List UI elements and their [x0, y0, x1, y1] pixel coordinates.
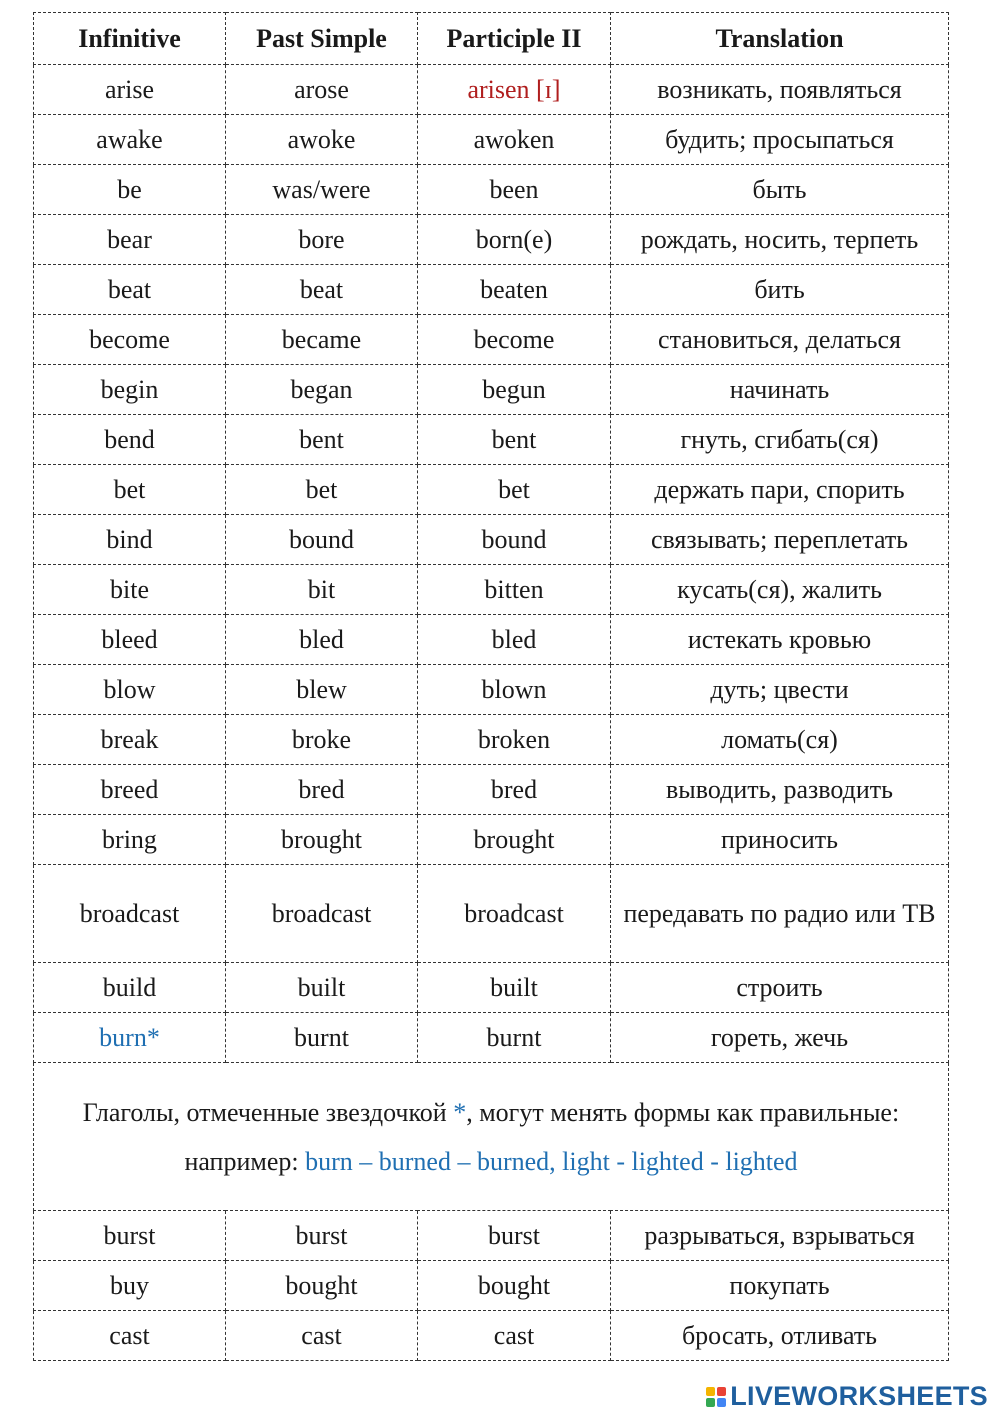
- past-simple-cell: beat: [226, 265, 418, 315]
- past-simple-cell: broadcast: [226, 865, 418, 963]
- translation-cell: покупать: [611, 1261, 949, 1311]
- note-row: [34, 1063, 949, 1211]
- infinitive-cell: cast: [34, 1311, 226, 1361]
- verb-row: [34, 565, 949, 615]
- infinitive-cell: bring: [34, 815, 226, 865]
- participle-cell: bought: [418, 1261, 611, 1311]
- participle-cell: burst: [418, 1211, 611, 1261]
- past-simple-cell: bet: [226, 465, 418, 515]
- irregular-verbs-table: [33, 12, 949, 1361]
- past-simple-cell: burnt: [226, 1013, 418, 1063]
- participle-cell: bled: [418, 615, 611, 665]
- liveworksheets-logo-text: LIVEWORKSHEETS: [730, 1381, 988, 1411]
- translation-cell: строить: [611, 963, 949, 1013]
- translation-cell: передавать по радио или ТВ: [611, 865, 949, 963]
- past-simple-cell: bit: [226, 565, 418, 615]
- translation-cell: связывать; переплетать: [611, 515, 949, 565]
- infinitive-cell: bet: [34, 465, 226, 515]
- verb-rows-group-b: [34, 1211, 949, 1361]
- translation-cell: держать пари, спорить: [611, 465, 949, 515]
- infinitive-cell: bite: [34, 565, 226, 615]
- translation-cell: ломать(ся): [611, 715, 949, 765]
- verb-row: [34, 515, 949, 565]
- verb-row: [34, 165, 949, 215]
- past-simple-cell: cast: [226, 1311, 418, 1361]
- infinitive-cell: burst: [34, 1211, 226, 1261]
- note-text: Глаголы, отмеченные звездочкой: [82, 1097, 454, 1127]
- note-example: burn – burned – burned, light - lighted - lighted: [305, 1146, 798, 1176]
- header-translation: Translation: [611, 13, 949, 65]
- infinitive-cell: break: [34, 715, 226, 765]
- verb-row: [34, 415, 949, 465]
- past-simple-cell: was/were: [226, 165, 418, 215]
- verb-row: [34, 265, 949, 315]
- translation-cell: начинать: [611, 365, 949, 415]
- infinitive-cell: breed: [34, 765, 226, 815]
- participle-cell: bent: [418, 415, 611, 465]
- past-simple-cell: bore: [226, 215, 418, 265]
- past-simple-cell: became: [226, 315, 418, 365]
- infinitive-cell: bleed: [34, 615, 226, 665]
- participle-cell: bound: [418, 515, 611, 565]
- participle-cell: bet: [418, 465, 611, 515]
- translation-cell: выводить, разводить: [611, 765, 949, 815]
- past-simple-cell: burst: [226, 1211, 418, 1261]
- participle-cell: awoken: [418, 115, 611, 165]
- infinitive-cell: bend: [34, 415, 226, 465]
- participle-cell: broken: [418, 715, 611, 765]
- past-simple-cell: bent: [226, 415, 418, 465]
- translation-cell: разрываться, взрываться: [611, 1211, 949, 1261]
- verb-row: [34, 115, 949, 165]
- participle-cell: born(e): [418, 215, 611, 265]
- participle-cell: brought: [418, 815, 611, 865]
- verb-row: [34, 1311, 949, 1361]
- participle-cell: broadcast: [418, 865, 611, 963]
- verb-row: [34, 1261, 949, 1311]
- verb-row: [34, 715, 949, 765]
- participle-cell: beaten: [418, 265, 611, 315]
- header-participle-ii: Participle II: [418, 13, 611, 65]
- participle-cell: arisen [ɪ]: [418, 65, 611, 115]
- past-simple-cell: brought: [226, 815, 418, 865]
- verb-row: [34, 865, 949, 963]
- verb-row: [34, 815, 949, 865]
- liveworksheets-logo[interactable]: [705, 1381, 988, 1412]
- verb-row: [34, 315, 949, 365]
- participle-cell: begun: [418, 365, 611, 415]
- infinitive-cell: be: [34, 165, 226, 215]
- participle-cell: cast: [418, 1311, 611, 1361]
- past-simple-cell: blew: [226, 665, 418, 715]
- header-row: [34, 13, 949, 65]
- participle-cell: blown: [418, 665, 611, 715]
- past-simple-cell: began: [226, 365, 418, 415]
- verb-row: [34, 1013, 949, 1063]
- translation-cell: бить: [611, 265, 949, 315]
- participle-cell: become: [418, 315, 611, 365]
- infinitive-cell: buy: [34, 1261, 226, 1311]
- verb-row: [34, 365, 949, 415]
- translation-cell: кусать(ся), жалить: [611, 565, 949, 615]
- note-cell: [34, 1063, 949, 1211]
- liveworksheets-logo-icon: [705, 1386, 727, 1408]
- translation-cell: возникать, появляться: [611, 65, 949, 115]
- infinitive-cell: broadcast: [34, 865, 226, 963]
- translation-cell: становиться, делаться: [611, 315, 949, 365]
- infinitive-cell: begin: [34, 365, 226, 415]
- infinitive-cell: awake: [34, 115, 226, 165]
- past-simple-cell: bound: [226, 515, 418, 565]
- irregular-verbs-sheet: [33, 12, 948, 1361]
- past-simple-cell: arose: [226, 65, 418, 115]
- participle-cell: bred: [418, 765, 611, 815]
- note-group: [34, 1063, 949, 1211]
- infinitive-cell: blow: [34, 665, 226, 715]
- verb-row: [34, 963, 949, 1013]
- translation-cell: быть: [611, 165, 949, 215]
- translation-cell: бросать, отливать: [611, 1311, 949, 1361]
- infinitive-cell: arise: [34, 65, 226, 115]
- participle-cell: burnt: [418, 1013, 611, 1063]
- verb-row: [34, 65, 949, 115]
- infinitive-cell: bear: [34, 215, 226, 265]
- past-simple-cell: bought: [226, 1261, 418, 1311]
- verb-row: [34, 765, 949, 815]
- translation-cell: рождать, носить, терпеть: [611, 215, 949, 265]
- verb-row: [34, 465, 949, 515]
- past-simple-cell: broke: [226, 715, 418, 765]
- participle-cell: built: [418, 963, 611, 1013]
- translation-cell: будить; просыпаться: [611, 115, 949, 165]
- verb-rows-group-a: [34, 65, 949, 1063]
- translation-cell: истекать кровью: [611, 615, 949, 665]
- infinitive-cell: build: [34, 963, 226, 1013]
- infinitive-cell: burn*: [34, 1013, 226, 1063]
- translation-cell: гореть, жечь: [611, 1013, 949, 1063]
- verb-row: [34, 215, 949, 265]
- header-infinitive: Infinitive: [34, 13, 226, 65]
- past-simple-cell: awoke: [226, 115, 418, 165]
- translation-cell: дуть; цвести: [611, 665, 949, 715]
- past-simple-cell: bled: [226, 615, 418, 665]
- past-simple-cell: bred: [226, 765, 418, 815]
- note-example-label: например:: [184, 1146, 306, 1176]
- infinitive-cell: bind: [34, 515, 226, 565]
- translation-cell: гнуть, сгибать(ся): [611, 415, 949, 465]
- past-simple-cell: built: [226, 963, 418, 1013]
- verb-row: [34, 1211, 949, 1261]
- verb-row: [34, 665, 949, 715]
- translation-cell: приносить: [611, 815, 949, 865]
- participle-cell: bitten: [418, 565, 611, 615]
- verb-row: [34, 615, 949, 665]
- note-star: *: [453, 1097, 467, 1127]
- participle-cell: been: [418, 165, 611, 215]
- infinitive-cell: become: [34, 315, 226, 365]
- header-past-simple: Past Simple: [226, 13, 418, 65]
- note-text-rest: , могут менять формы как правильные:: [466, 1097, 900, 1127]
- infinitive-cell: beat: [34, 265, 226, 315]
